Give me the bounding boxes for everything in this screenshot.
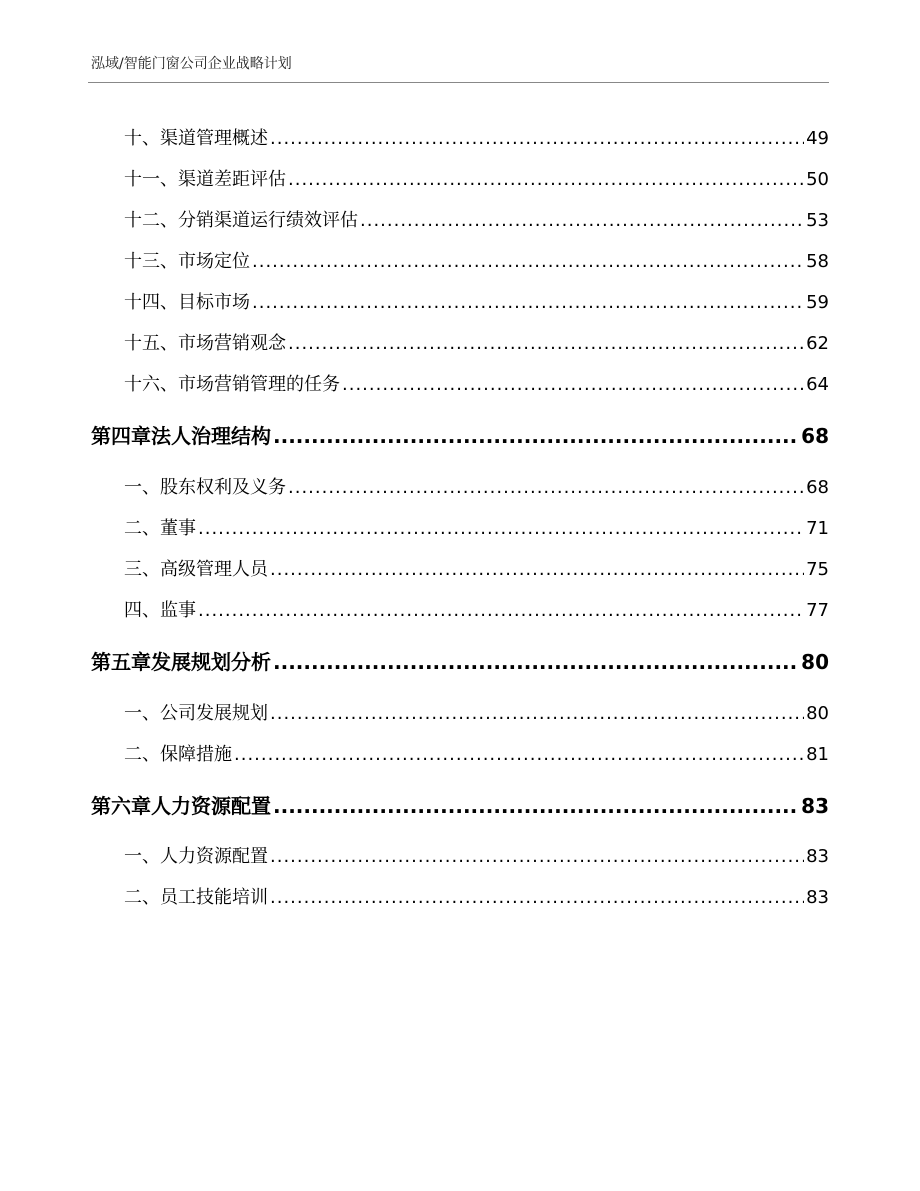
toc-entry-number: 二、: [124, 744, 160, 765]
toc-entry[interactable]: [124, 514, 829, 540]
toc-leader-dots: [288, 477, 804, 498]
toc-entry[interactable]: [124, 370, 829, 396]
toc-entry-title: 市场营销观念: [178, 333, 286, 354]
toc-entry[interactable]: [124, 555, 829, 581]
toc-leader-dots: [288, 333, 804, 354]
toc-chapter-page: 83: [801, 794, 829, 818]
toc-entry-title: 高级管理人员: [160, 559, 268, 580]
toc-entry-number: 二、: [124, 518, 160, 539]
toc-entry-page: 83: [806, 846, 829, 867]
toc-chapter-title: 发展规划分析: [151, 650, 271, 674]
toc-entry[interactable]: [124, 206, 829, 232]
toc-chapter-number: 第六章: [91, 794, 151, 818]
toc-entry-number: 二、: [124, 887, 160, 908]
toc-entry-number: 四、: [124, 600, 160, 621]
toc-entry-number: 十五、: [124, 333, 178, 354]
toc-leader-dots: [270, 128, 804, 149]
toc-chapter-entry[interactable]: [91, 790, 829, 819]
toc-entry-number: 十、: [124, 128, 160, 149]
toc-entry-page: 81: [806, 744, 829, 765]
toc-entry-title: 目标市场: [178, 292, 250, 313]
toc-entry-page: 50: [806, 169, 829, 190]
toc-entry-title: 分销渠道运行绩效评估: [178, 210, 358, 231]
toc-entry-page: 75: [806, 559, 829, 580]
toc-leader-dots: [270, 559, 804, 580]
toc-entry-number: 十二、: [124, 210, 178, 231]
toc-chapter-title: 法人治理结构: [151, 424, 271, 448]
toc-leader-dots: [273, 424, 799, 448]
toc-entry-page: 62: [806, 333, 829, 354]
toc-entry[interactable]: [124, 699, 829, 725]
running-header: 泓域/智能门窗公司企业战略计划: [91, 56, 292, 72]
toc-leader-dots: [270, 846, 804, 867]
toc-leader-dots: [252, 251, 804, 272]
toc-chapter-number: 第五章: [91, 650, 151, 674]
toc-leader-dots: [234, 744, 804, 765]
toc-entry-page: 64: [806, 374, 829, 395]
toc-entry-number: 一、: [124, 703, 160, 724]
toc-entry-title: 董事: [160, 518, 196, 539]
toc-leader-dots: [288, 169, 804, 190]
toc-entry-title: 保障措施: [160, 744, 232, 765]
toc-entry-page: 77: [806, 600, 829, 621]
toc-leader-dots: [342, 374, 804, 395]
toc-entry-title: 人力资源配置: [160, 846, 268, 867]
toc-entry-number: 十四、: [124, 292, 178, 313]
toc-entry-number: 一、: [124, 846, 160, 867]
toc-entry-number: 十三、: [124, 251, 178, 272]
toc-chapter-title: 人力资源配置: [151, 794, 271, 818]
toc-entry-page: 58: [806, 251, 829, 272]
toc-leader-dots: [273, 794, 799, 818]
toc-entry-number: 三、: [124, 559, 160, 580]
toc-entry-title: 渠道管理概述: [160, 128, 268, 149]
toc-chapter-number: 第四章: [91, 424, 151, 448]
toc-leader-dots: [198, 518, 804, 539]
toc-entry-page: 53: [806, 210, 829, 231]
toc-entry-title: 市场定位: [178, 251, 250, 272]
toc-entry[interactable]: [124, 596, 829, 622]
toc-entry-number: 十一、: [124, 169, 178, 190]
header-rule: [88, 82, 829, 83]
toc-entry[interactable]: [124, 124, 829, 150]
toc-leader-dots: [273, 650, 799, 674]
toc-entry-page: 59: [806, 292, 829, 313]
toc-leader-dots: [270, 703, 804, 724]
toc-entry-title: 公司发展规划: [160, 703, 268, 724]
toc-entry[interactable]: [124, 842, 829, 868]
toc-chapter-entry[interactable]: [91, 646, 829, 675]
toc-leader-dots: [252, 292, 804, 313]
toc-entry-number: 一、: [124, 477, 160, 498]
toc-entry-page: 80: [806, 703, 829, 724]
toc-entry-page: 83: [806, 887, 829, 908]
toc-entry-title: 市场营销管理的任务: [178, 374, 340, 395]
toc-chapter-page: 68: [801, 424, 829, 448]
toc-entry[interactable]: [124, 288, 829, 314]
toc-entry-page: 49: [806, 128, 829, 149]
toc-entry[interactable]: [124, 473, 829, 499]
toc-chapter-page: 80: [801, 650, 829, 674]
toc-entry[interactable]: [124, 740, 829, 766]
toc-entry-page: 71: [806, 518, 829, 539]
toc-entry[interactable]: [124, 883, 829, 909]
toc-entry-page: 68: [806, 477, 829, 498]
toc-entry-number: 十六、: [124, 374, 178, 395]
toc-chapter-entry[interactable]: [91, 420, 829, 449]
toc-entry-title: 股东权利及义务: [160, 477, 286, 498]
toc-leader-dots: [360, 210, 804, 231]
toc-leader-dots: [198, 600, 804, 621]
toc-entry[interactable]: [124, 247, 829, 273]
toc-entry[interactable]: [124, 329, 829, 355]
toc-entry-title: 渠道差距评估: [178, 169, 286, 190]
toc-entry-title: 员工技能培训: [160, 887, 268, 908]
toc-entry[interactable]: [124, 165, 829, 191]
toc-entry-title: 监事: [160, 600, 196, 621]
toc-leader-dots: [270, 887, 804, 908]
